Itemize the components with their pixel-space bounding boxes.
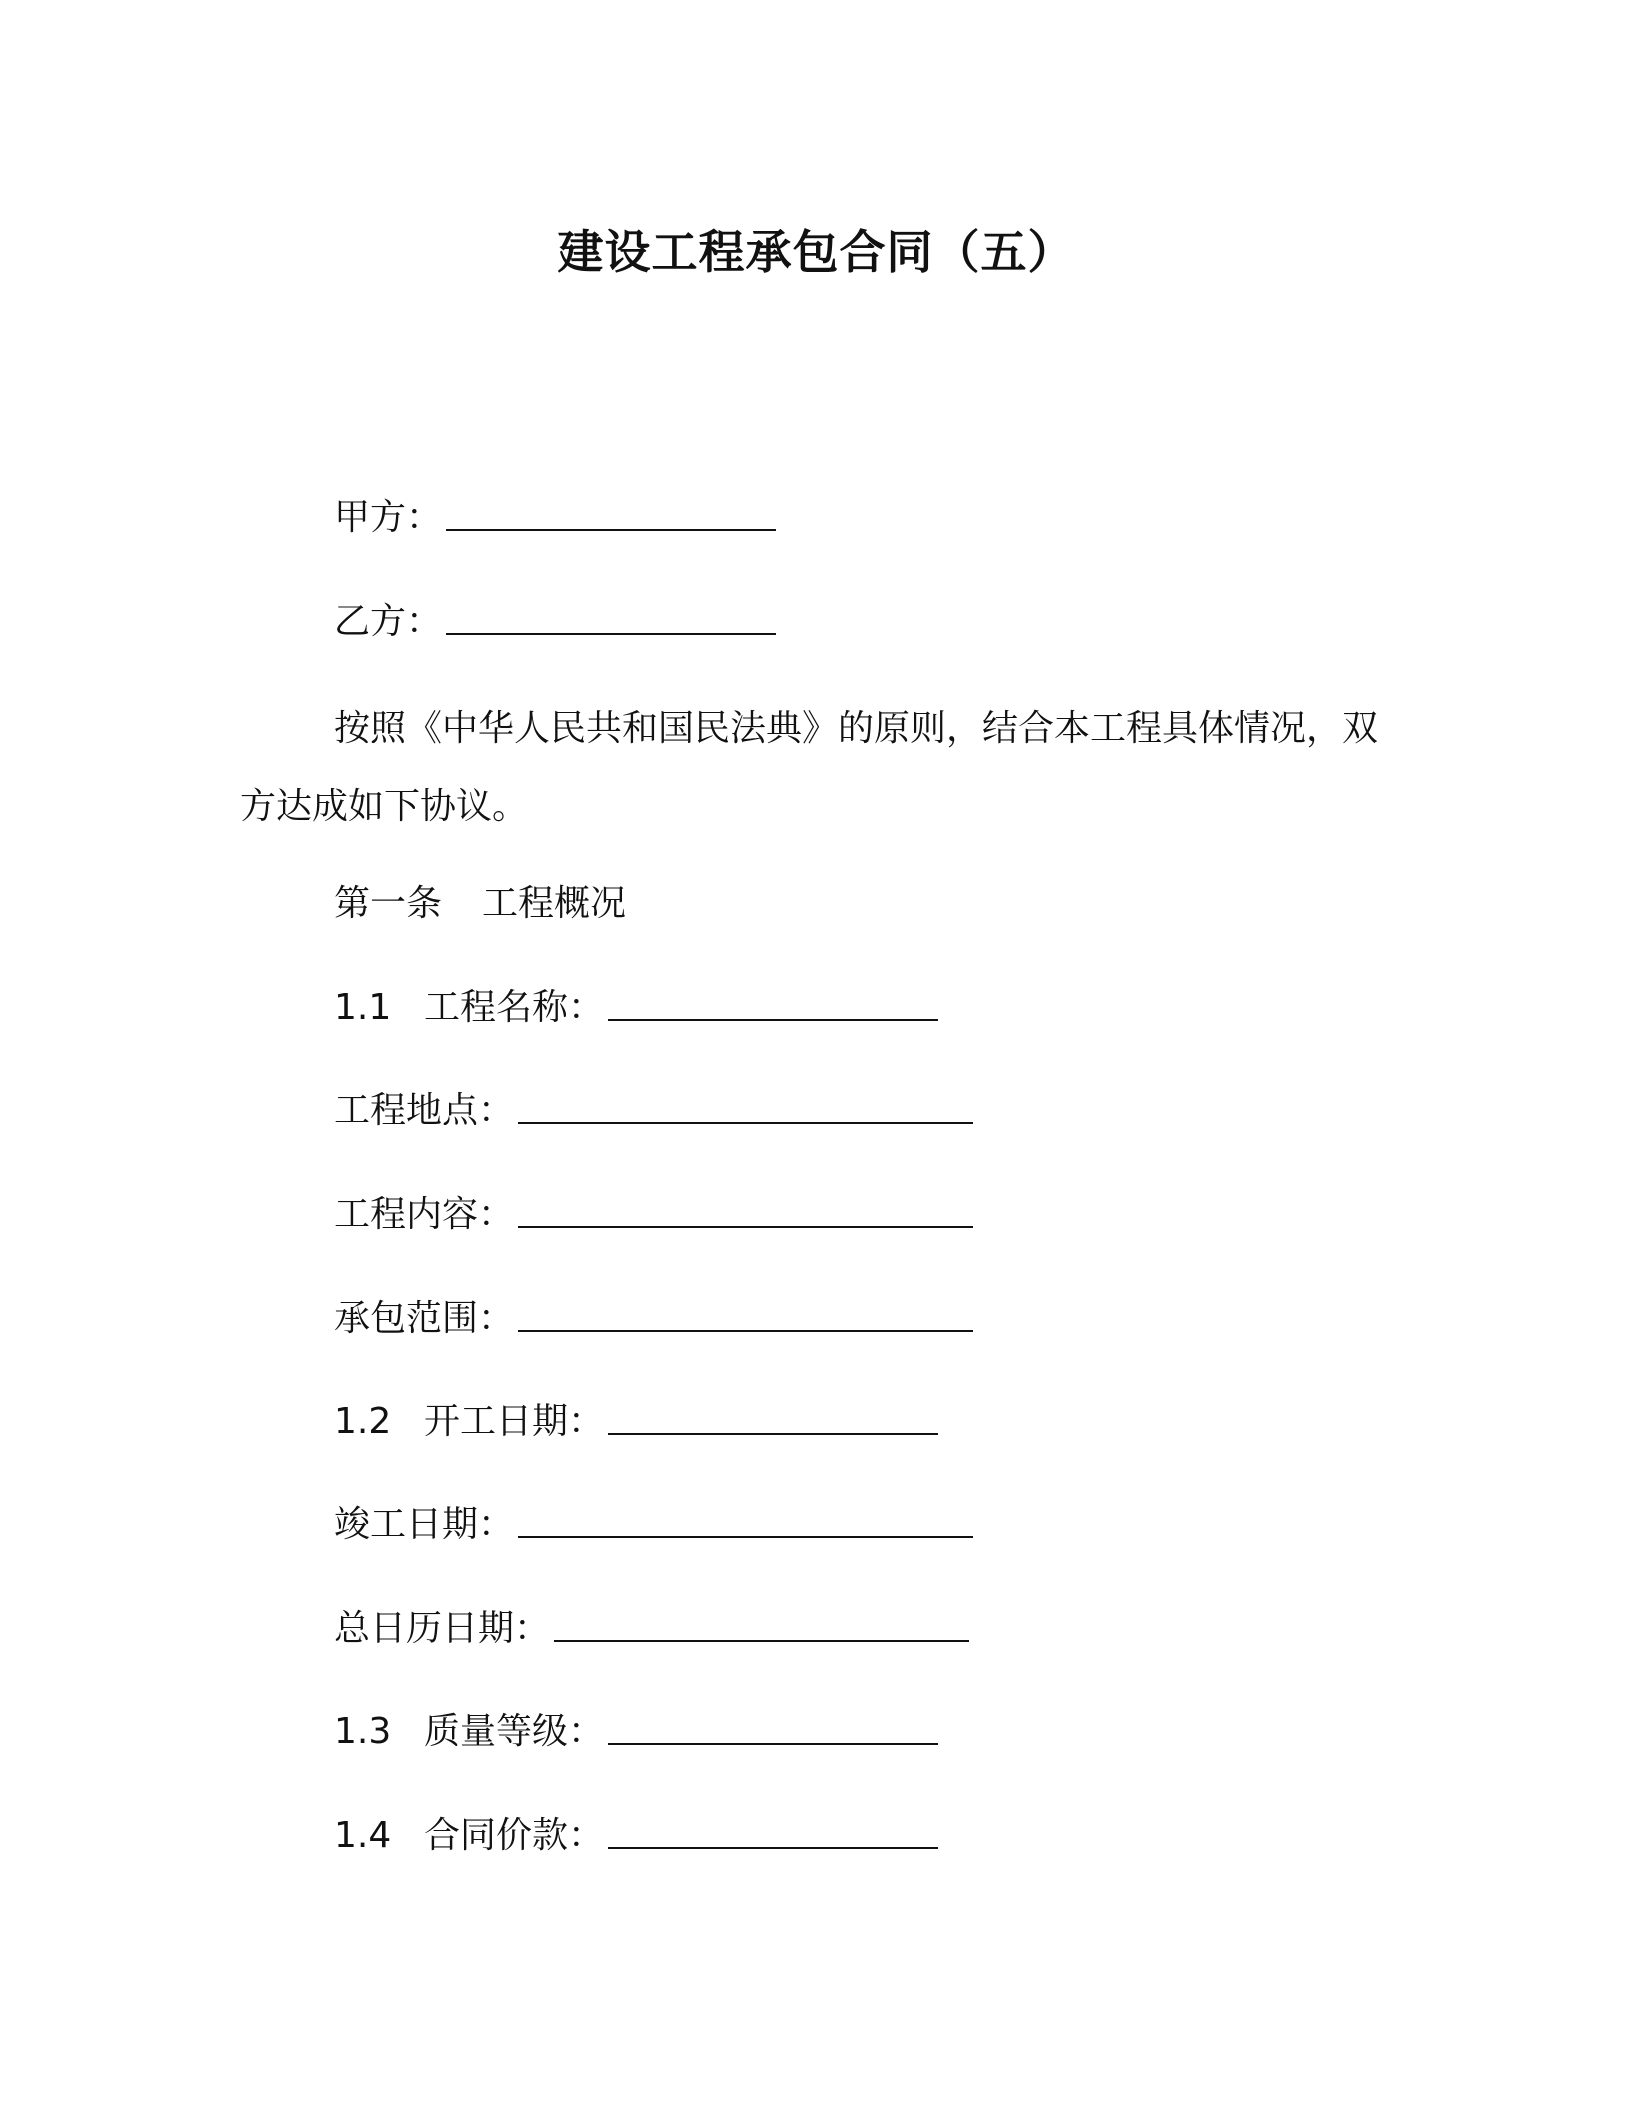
project-name-blank	[608, 987, 938, 1021]
item-number: 1.3	[334, 1711, 392, 1752]
contract-scope-blank	[518, 1298, 973, 1332]
start-date-label: 开工日期：	[424, 1401, 605, 1442]
contract-price-blank	[608, 1815, 938, 1849]
project-name-label: 工程名称：	[424, 987, 605, 1028]
project-content-line	[334, 1190, 973, 1240]
article-1-title: 工程概况	[482, 883, 627, 924]
party-a-label: 甲方：	[334, 497, 443, 538]
contract-scope-line	[334, 1294, 973, 1344]
party-a-blank	[446, 497, 776, 531]
contract-price-label: 合同价款：	[424, 1815, 605, 1856]
item-number: 1.2	[334, 1401, 392, 1442]
completion-date-label: 竣工日期：	[334, 1504, 515, 1545]
project-location-label: 工程地点：	[334, 1090, 515, 1131]
intro-paragraph: 按照《中华人民共和国民法典》的原则，结合本工程具体情况，双方达成如下协议。	[240, 708, 1379, 827]
item-number: 1.4	[334, 1815, 392, 1856]
quality-grade-line	[334, 1707, 938, 1757]
party-b-blank	[446, 601, 776, 635]
contract-scope-label: 承包范围：	[334, 1298, 515, 1339]
document-title: 建设工程承包合同（五）	[557, 225, 1075, 279]
project-content-label: 工程内容：	[334, 1194, 515, 1235]
article-1-number: 第一条	[334, 883, 443, 924]
item-number: 1.1	[334, 987, 392, 1028]
start-date-line	[334, 1397, 938, 1447]
start-date-blank	[608, 1401, 938, 1435]
quality-grade-blank	[608, 1711, 938, 1745]
total-calendar-days-line	[334, 1604, 969, 1654]
completion-date-line	[334, 1500, 973, 1550]
project-location-line	[334, 1086, 973, 1136]
contract-price-line	[334, 1811, 938, 1861]
completion-date-blank	[518, 1504, 973, 1538]
article-1-heading	[334, 879, 626, 929]
party-b-label: 乙方：	[334, 601, 443, 642]
total-calendar-days-label: 总日历日期：	[334, 1608, 551, 1649]
project-name-line	[334, 983, 938, 1033]
quality-grade-label: 质量等级：	[424, 1711, 605, 1752]
party-a-line	[334, 493, 776, 543]
total-calendar-days-blank	[554, 1608, 969, 1642]
party-b-line	[334, 597, 776, 647]
project-content-blank	[518, 1194, 973, 1228]
project-location-blank	[518, 1090, 973, 1124]
